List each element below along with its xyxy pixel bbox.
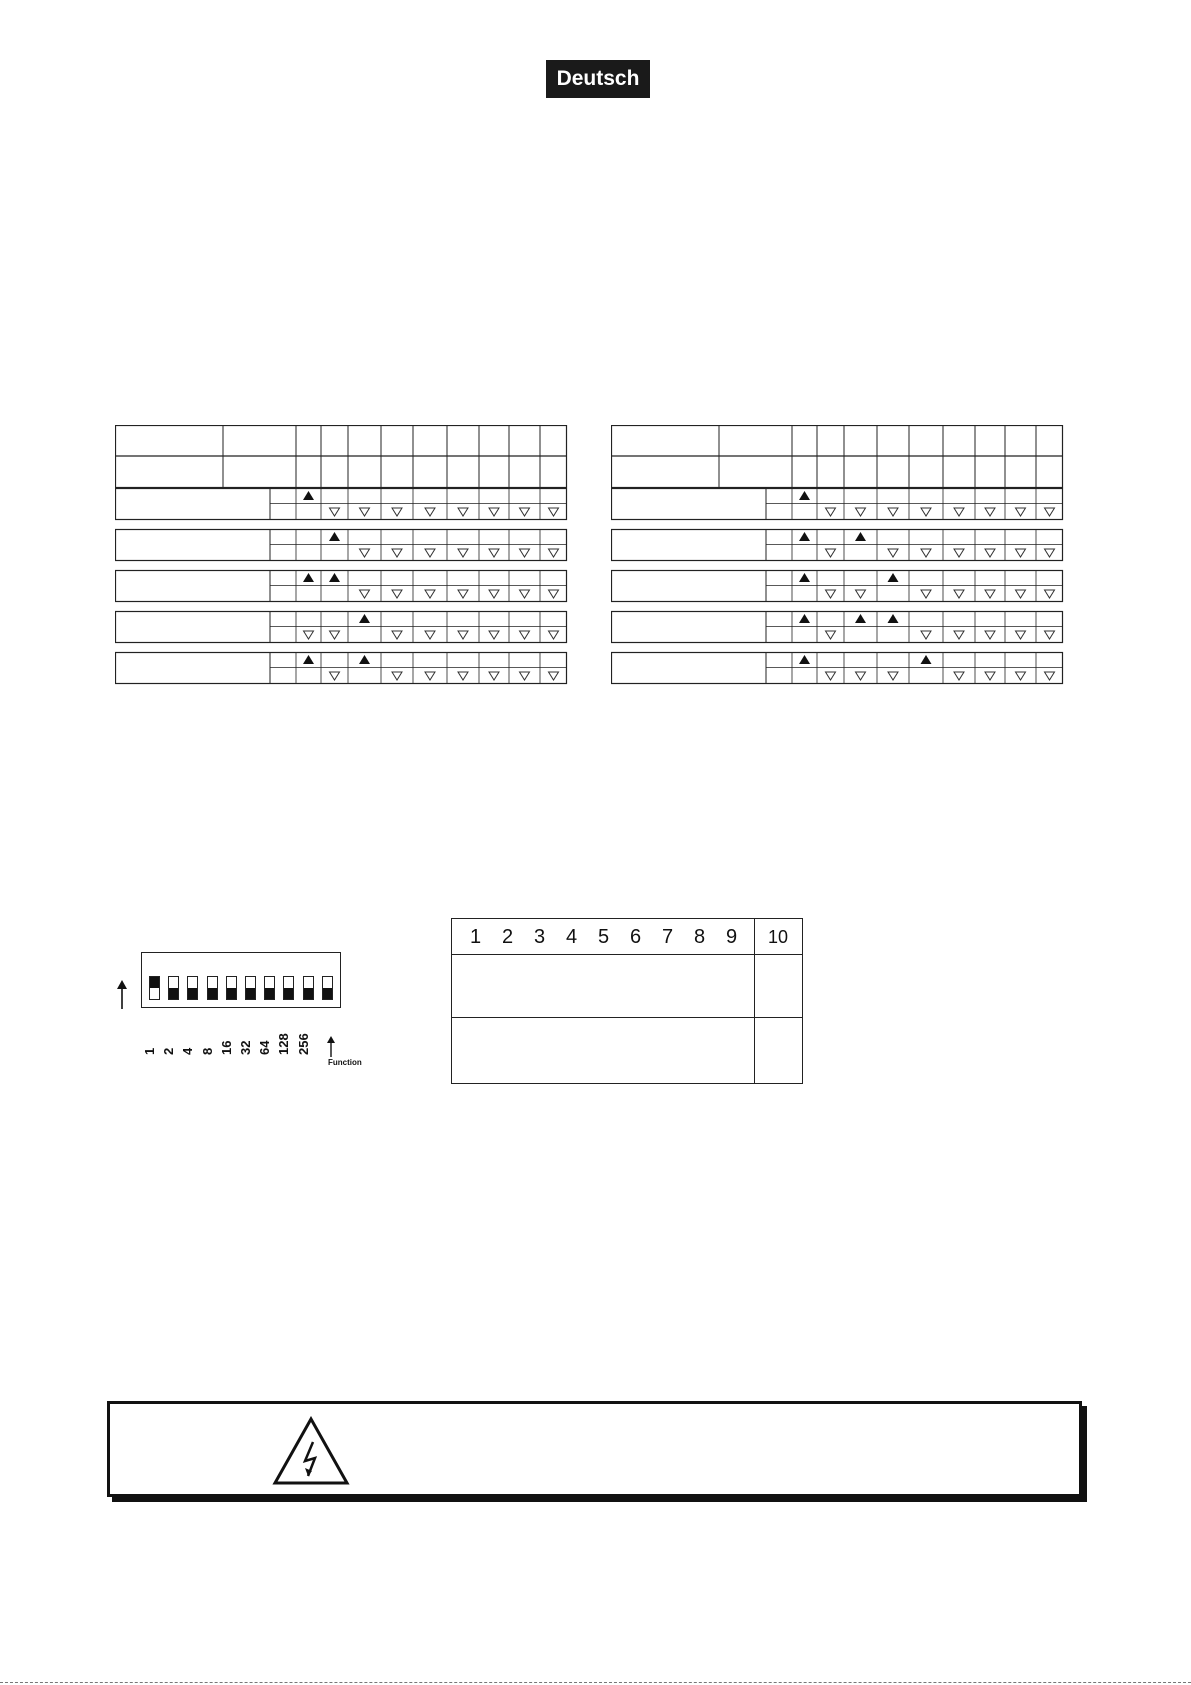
left-table-row-1-switch-7-off bbox=[489, 508, 499, 516]
right-table-row-1-switch-4-off bbox=[888, 508, 898, 516]
function-label: Function bbox=[328, 1058, 362, 1067]
dip-switch-9 bbox=[303, 976, 314, 1000]
dip-value-label: 4 bbox=[180, 1047, 196, 1055]
left-table-row-1-switch-3-off bbox=[360, 508, 370, 516]
right-table-row-2-switch-8-off bbox=[1016, 549, 1026, 557]
right-table-row-3 bbox=[612, 571, 1063, 602]
dip-switch-8 bbox=[283, 976, 294, 1000]
left-table-row-4-switch-8-off bbox=[520, 631, 530, 639]
left-table-row-4-switch-3-on bbox=[359, 614, 370, 623]
right-table-row-5-switch-1-on bbox=[799, 655, 810, 664]
high-voltage-warning-icon bbox=[272, 1416, 350, 1486]
left-table-row-4-switch-9-off bbox=[549, 631, 559, 639]
left-table-row-3 bbox=[116, 571, 567, 602]
right-table-row-4-switch-7-off bbox=[985, 631, 995, 639]
dip-switch-3 bbox=[187, 976, 198, 1000]
dip-switch-4 bbox=[207, 976, 218, 1000]
right-table-row-1-switch-1-on bbox=[799, 491, 810, 500]
mode-header-10: 10 bbox=[768, 927, 789, 947]
dip-table-right bbox=[611, 425, 1066, 685]
right-table-row-4-switch-9-off bbox=[1045, 631, 1055, 639]
right-table-row-4-switch-4-on bbox=[888, 614, 899, 623]
left-table-row-3-switch-6-off bbox=[458, 590, 468, 598]
dip-switch-diagram bbox=[110, 945, 390, 1075]
left-table-row-2-switch-9-off bbox=[549, 549, 559, 557]
right-table-row-5-switch-8-off bbox=[1016, 672, 1026, 680]
right-table-row-5-switch-4-off bbox=[888, 672, 898, 680]
right-table-row-2-switch-4-off bbox=[888, 549, 898, 557]
dip-value-label: 1 bbox=[142, 1047, 157, 1055]
right-table-row-1-switch-2-off bbox=[826, 508, 836, 516]
right-table-row-5 bbox=[612, 653, 1063, 684]
dip-value-label: 32 bbox=[238, 1040, 253, 1055]
left-table-row-1-switch-6-off bbox=[458, 508, 468, 516]
right-table-row-4-switch-6-off bbox=[954, 631, 964, 639]
left-table-row-1-switch-8-off bbox=[520, 508, 530, 516]
right-table-row-1-switch-7-off bbox=[985, 508, 995, 516]
left-table-row-3-switch-1-on bbox=[303, 573, 314, 582]
mode-header-3: 3 bbox=[534, 926, 546, 948]
right-table-row-3-switch-5-off bbox=[921, 590, 931, 598]
right-table-row-3-switch-1-on bbox=[799, 573, 810, 582]
function-arrow-icon bbox=[326, 1036, 336, 1058]
mode-header-9: 9 bbox=[726, 926, 738, 948]
mode-header-2: 2 bbox=[502, 926, 514, 948]
mode-header-4: 4 bbox=[566, 926, 578, 948]
right-table-row-2-switch-7-off bbox=[985, 549, 995, 557]
dip-address-tables bbox=[0, 425, 1191, 685]
left-table-row-2-switch-7-off bbox=[489, 549, 499, 557]
right-table-row-5-switch-5-on bbox=[921, 655, 932, 664]
dip-switch-1 bbox=[149, 976, 160, 1000]
left-table-row-1-switch-1-on bbox=[303, 491, 314, 500]
mode-table bbox=[451, 918, 803, 1084]
dip-value-label: 128 bbox=[276, 1033, 292, 1055]
dip-switch-5 bbox=[226, 976, 237, 1000]
left-table-row-1 bbox=[116, 489, 567, 520]
left-table-row-4 bbox=[116, 612, 567, 643]
right-table-row-1-switch-6-off bbox=[954, 508, 964, 516]
right-table-row-5-switch-2-off bbox=[826, 672, 836, 680]
right-table-row-5-switch-6-off bbox=[954, 672, 964, 680]
dip-value-label: 64 bbox=[257, 1040, 273, 1055]
left-table-row-3-switch-4-off bbox=[392, 590, 402, 598]
mode-table-header bbox=[452, 919, 802, 955]
right-table-row-3-switch-4-on bbox=[888, 573, 899, 582]
dip-switch-10 bbox=[322, 976, 333, 1000]
dip-switch-7 bbox=[264, 976, 275, 1000]
left-table-row-4-switch-6-off bbox=[458, 631, 468, 639]
right-table-row-4-switch-5-off bbox=[921, 631, 931, 639]
left-table-row-2-switch-5-off bbox=[425, 549, 435, 557]
right-table-row-3-switch-3-off bbox=[856, 590, 866, 598]
dip-table-left bbox=[115, 425, 570, 685]
dip-value-label: 8 bbox=[199, 1047, 215, 1055]
left-table-row-4-switch-4-off bbox=[392, 631, 402, 639]
left-table-row-5-switch-5-off bbox=[425, 672, 435, 680]
left-table-row-3-switch-5-off bbox=[425, 590, 435, 598]
right-table-row-1 bbox=[612, 489, 1063, 520]
left-table-row-3-switch-3-off bbox=[360, 590, 370, 598]
left-table-row-2-switch-4-off bbox=[392, 549, 402, 557]
right-table-row-4 bbox=[612, 612, 1063, 643]
right-table-row-5-switch-3-off bbox=[856, 672, 866, 680]
page-bottom-rule bbox=[0, 1682, 1191, 1683]
right-table-row-5-switch-9-off bbox=[1045, 672, 1055, 680]
left-table-row-5-switch-2-off bbox=[330, 672, 340, 680]
right-table-row-3-switch-7-off bbox=[985, 590, 995, 598]
left-table-row-5-switch-9-off bbox=[549, 672, 559, 680]
left-table-row-5-switch-4-off bbox=[392, 672, 402, 680]
left-table-row-3-switch-2-on bbox=[329, 573, 340, 582]
right-table-row-3-switch-2-off bbox=[826, 590, 836, 598]
left-table-row-3-switch-8-off bbox=[520, 590, 530, 598]
left-table-row-4-switch-5-off bbox=[425, 631, 435, 639]
right-table-row-4-switch-8-off bbox=[1016, 631, 1026, 639]
right-table-row-5-switch-7-off bbox=[985, 672, 995, 680]
left-table-row-5 bbox=[116, 653, 567, 684]
left-table-row-2-switch-6-off bbox=[458, 549, 468, 557]
mode-header-8: 8 bbox=[694, 926, 706, 948]
left-table-row-1-switch-4-off bbox=[392, 508, 402, 516]
left-table-row-2-switch-8-off bbox=[520, 549, 530, 557]
mode-header-1: 1 bbox=[470, 926, 482, 948]
right-table-row-4-switch-1-on bbox=[799, 614, 810, 623]
left-table-row-1-switch-2-off bbox=[330, 508, 340, 516]
mode-header-6: 6 bbox=[630, 926, 642, 948]
right-table-row-4-switch-3-on bbox=[855, 614, 866, 623]
right-table-row-3-switch-9-off bbox=[1045, 590, 1055, 598]
right-table-row-1-switch-3-off bbox=[856, 508, 866, 516]
dip-switch-2 bbox=[168, 976, 179, 1000]
right-table-row-1-switch-5-off bbox=[921, 508, 931, 516]
mode-header-5: 5 bbox=[598, 926, 610, 948]
left-table-row-5-switch-7-off bbox=[489, 672, 499, 680]
left-table-row-4-switch-1-off bbox=[304, 631, 314, 639]
warning-box bbox=[107, 1401, 1082, 1497]
left-table-row-5-switch-1-on bbox=[303, 655, 314, 664]
right-table-row-3-switch-8-off bbox=[1016, 590, 1026, 598]
right-table-row-3-switch-6-off bbox=[954, 590, 964, 598]
mode-header-7: 7 bbox=[662, 926, 674, 948]
left-table-row-5-switch-3-on bbox=[359, 655, 370, 664]
right-table-row-2-switch-6-off bbox=[954, 549, 964, 557]
dip-switch-6 bbox=[245, 976, 256, 1000]
right-table-row-2-switch-5-off bbox=[921, 549, 931, 557]
right-table-row-2-switch-2-off bbox=[826, 549, 836, 557]
left-table-row-2-switch-2-on bbox=[329, 532, 340, 541]
right-table-row-1-switch-8-off bbox=[1016, 508, 1026, 516]
language-badge: Deutsch bbox=[546, 60, 650, 98]
left-table-row-5-switch-8-off bbox=[520, 672, 530, 680]
dip-value-label: 2 bbox=[161, 1047, 177, 1055]
left-table-row-5-switch-6-off bbox=[458, 672, 468, 680]
right-table-row-4-switch-2-off bbox=[826, 631, 836, 639]
left-table-row-1-switch-9-off bbox=[549, 508, 559, 516]
left-table-row-1-switch-5-off bbox=[425, 508, 435, 516]
dip-value-label: 16 bbox=[218, 1040, 234, 1055]
right-table-row-2-switch-9-off bbox=[1045, 549, 1055, 557]
right-table-row-2-switch-3-on bbox=[855, 532, 866, 541]
up-arrow-icon bbox=[116, 980, 128, 1010]
left-table-row-3-switch-7-off bbox=[489, 590, 499, 598]
right-table-row-2-switch-1-on bbox=[799, 532, 810, 541]
left-table-row-4-switch-7-off bbox=[489, 631, 499, 639]
left-table-row-4-switch-2-off bbox=[330, 631, 340, 639]
left-table-row-3-switch-9-off bbox=[549, 590, 559, 598]
left-table-row-2 bbox=[116, 530, 567, 561]
dip-value-label: 256 bbox=[295, 1033, 311, 1055]
right-table-row-2 bbox=[612, 530, 1063, 561]
left-table-row-2-switch-3-off bbox=[360, 549, 370, 557]
right-table-row-1-switch-9-off bbox=[1045, 508, 1055, 516]
